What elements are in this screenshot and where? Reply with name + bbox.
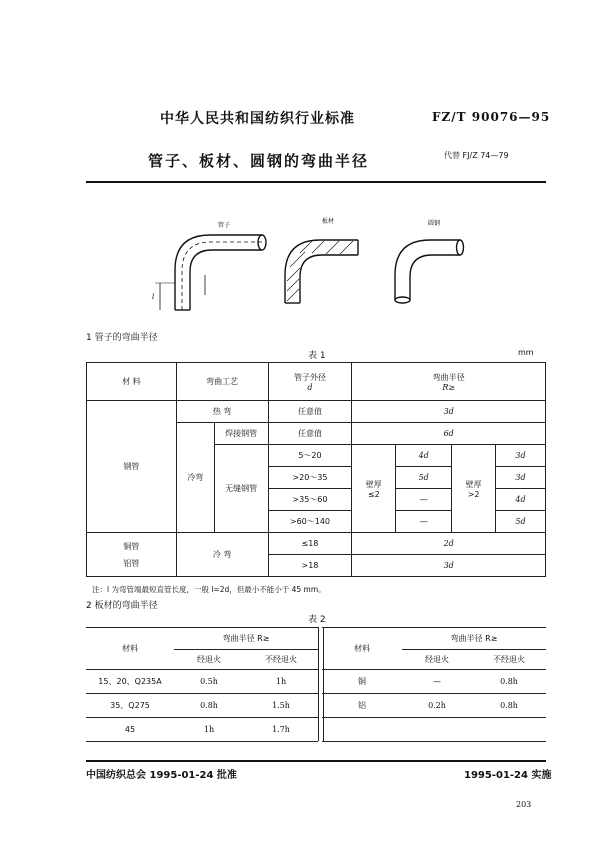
rod-figure bbox=[395, 240, 464, 303]
plate-label: 板材 bbox=[322, 218, 335, 225]
document-title: 管子、板材、圆钢的弯曲半径 bbox=[148, 152, 370, 170]
table1-note: 注：l 为弯管端最短直管长度，一般 l=2d，但最小不能小于 45 mm。 bbox=[92, 585, 326, 594]
seamless-pipe-label: 无缝钢管 bbox=[214, 445, 268, 533]
hot-bend-label: 热 弯 bbox=[176, 401, 268, 423]
implementation-text: 1995-01-24 实施 bbox=[464, 770, 552, 781]
pipe-figure bbox=[155, 235, 266, 310]
bend-diagram bbox=[150, 215, 480, 325]
cold-bend-label: 冷弯 bbox=[176, 423, 214, 533]
page-number: 203 bbox=[516, 800, 532, 809]
replaces-note: 代替 FJ/Z 74—79 bbox=[444, 151, 509, 160]
table1-caption: 表 1 bbox=[308, 351, 326, 361]
table1-unit: mm bbox=[518, 348, 534, 357]
l-label: l bbox=[152, 293, 155, 301]
steel-pipe-label: 钢管 bbox=[87, 401, 177, 533]
table2-right: 材料 弯曲半径 R≥ 经退火 不经退火 铜 — 0.8h 铝 0.2h 0.8h bbox=[322, 627, 546, 742]
col-material: 材 料 bbox=[87, 363, 177, 401]
welded-pipe-label: 焊接钢管 bbox=[214, 423, 268, 445]
footer-rule bbox=[86, 760, 546, 762]
section2-heading: 2 板材的弯曲半径 bbox=[86, 601, 158, 611]
pipe-label: 管子 bbox=[218, 222, 231, 229]
col-process: 弯曲工艺 bbox=[176, 363, 268, 401]
table2-left: 材料 弯曲半径 R≥ 经退火 不经退火 15、20、Q235A 0.5h 1h 35、Q275 0.8h 1.5h 45 1h 1.7h bbox=[86, 627, 318, 742]
table1: 材 料 弯曲工艺 管子外径 d 弯曲半径 R≥ 钢管 热 弯 任意值 3d 冷弯 焊接钢管 任意值 6d 无缝钢管 5～20 壁厚 ≤2 4d 壁厚 >2 3d >20～35 5d 3d >35～60 — 4d >60～140 — 5d 铜管 铝管 冷 弯 ≤18 2d >18 3d bbox=[86, 362, 546, 577]
rod-label: 圆钢 bbox=[428, 220, 441, 227]
plate-figure bbox=[285, 240, 358, 303]
col-radius: 弯曲半径 R≥ bbox=[352, 363, 546, 401]
wall-le-label: 壁厚 ≤2 bbox=[352, 445, 396, 533]
wall-gt-label: 壁厚 >2 bbox=[452, 445, 496, 533]
standard-code: FZ/T 90076—95 bbox=[432, 110, 551, 124]
section1-heading: 1 管子的弯曲半径 bbox=[86, 333, 158, 343]
approval-text: 中国纺织总会 1995-01-24 批准 bbox=[86, 770, 237, 781]
copper-aluminum-label: 铜管 铝管 bbox=[87, 533, 177, 577]
col-od: 管子外径 d bbox=[268, 363, 352, 401]
header-rule bbox=[86, 181, 546, 183]
org-title: 中华人民共和国纺织行业标准 bbox=[160, 111, 355, 127]
table2-caption: 表 2 bbox=[308, 615, 326, 625]
